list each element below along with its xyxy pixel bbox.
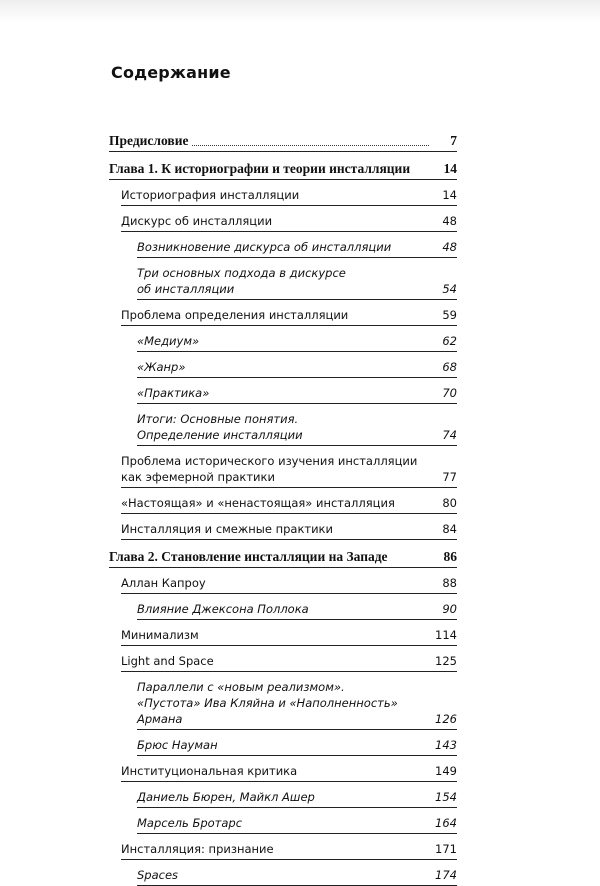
toc-entry[interactable] <box>137 265 457 300</box>
toc-entry-title: Проблема определения инсталляции <box>121 308 349 322</box>
toc-entry-title: Проблема исторического изучения инсталляции <box>121 454 418 468</box>
toc-entry-title: Минимализм <box>121 628 199 642</box>
toc-entry-title: Параллели с «новым реализмом». <box>137 680 345 694</box>
toc-entry[interactable] <box>137 867 457 886</box>
toc-entry[interactable] <box>121 653 457 672</box>
toc-entry-title: «Медиум» <box>137 334 200 348</box>
toc-page-number: 154 <box>435 790 457 804</box>
toc-page-number: 125 <box>435 654 457 668</box>
toc-page-number: 164 <box>435 816 457 830</box>
toc-page-number: 86 <box>443 549 457 564</box>
toc-page-number: 48 <box>442 240 457 254</box>
table-of-contents <box>109 133 457 886</box>
dot-leader <box>192 144 429 146</box>
toc-entry-title: Влияние Джексона Поллока <box>137 602 309 616</box>
toc-entry[interactable] <box>137 385 457 404</box>
toc-entry[interactable] <box>121 495 457 514</box>
toc-entry[interactable] <box>137 815 457 834</box>
contents-heading: Содержание <box>111 63 231 82</box>
toc-entry[interactable] <box>109 133 457 152</box>
toc-entry-title: Историография инсталляции <box>121 188 300 202</box>
toc-page-number: 62 <box>442 334 457 348</box>
toc-entry[interactable] <box>121 575 457 594</box>
toc-page-number: 143 <box>435 738 457 752</box>
toc-page-number: 149 <box>435 764 457 778</box>
toc-page-number: 70 <box>442 386 457 400</box>
toc-entry-title: Аллан Капроу <box>121 576 206 590</box>
toc-entry[interactable] <box>121 453 457 488</box>
toc-entry[interactable] <box>121 627 457 646</box>
toc-page-number: 14 <box>442 188 457 202</box>
toc-page-number: 126 <box>435 712 457 726</box>
toc-page-number: 48 <box>442 214 457 228</box>
toc-page-number: 88 <box>442 576 457 590</box>
toc-entry[interactable] <box>137 411 457 446</box>
toc-entry[interactable] <box>109 161 457 180</box>
toc-entry[interactable] <box>121 187 457 206</box>
toc-page-number: 54 <box>442 282 457 296</box>
toc-page-number: 7 <box>450 133 457 148</box>
toc-page-number: 74 <box>442 428 457 442</box>
toc-entry-title: Глава 1. К историографии и теории инсталляции <box>109 161 411 176</box>
toc-entry-title: Инсталляция: признание <box>121 842 274 856</box>
toc-entry-title: Даниель Бюрен, Майкл Ашер <box>137 790 315 804</box>
toc-entry-title: Дискурс об инсталляции <box>121 214 273 228</box>
toc-page-number: 90 <box>442 602 457 616</box>
toc-entry-title: Брюс Науман <box>137 738 218 752</box>
toc-entry-title: об инсталляции <box>137 282 235 296</box>
toc-entry-title: «Жанр» <box>137 360 186 374</box>
toc-page-number: 174 <box>435 868 457 882</box>
toc-entry[interactable] <box>121 521 457 540</box>
toc-page-number: 77 <box>442 470 457 484</box>
toc-entry[interactable] <box>121 307 457 326</box>
toc-entry-title: Глава 2. Становление инсталляции на Западе <box>109 549 388 564</box>
toc-entry-title: Light and Space <box>121 654 214 668</box>
page-top-edge <box>0 0 600 22</box>
toc-entry[interactable] <box>121 763 457 782</box>
toc-entry[interactable] <box>137 679 457 730</box>
toc-entry[interactable] <box>109 549 457 568</box>
toc-entry-title: «Настоящая» и «ненастоящая» инсталляция <box>121 496 395 510</box>
toc-entry-title: «Пустота» Ива Кляйна и «Наполненность» Армана <box>137 696 398 726</box>
toc-entry[interactable] <box>137 333 457 352</box>
toc-page-number: 59 <box>442 308 457 322</box>
toc-entry[interactable] <box>121 213 457 232</box>
toc-entry-title: Возникновение дискурса об инсталляции <box>137 240 392 254</box>
toc-entry-title: Итоги: Основные понятия. <box>137 412 299 426</box>
toc-entry-title: «Практика» <box>137 386 210 400</box>
toc-entry-title: Spaces <box>137 868 179 882</box>
toc-page-number: 68 <box>442 360 457 374</box>
toc-entry-title: как эфемерной практики <box>121 470 275 484</box>
toc-entry[interactable] <box>137 601 457 620</box>
toc-entry-title: Определение инсталляции <box>137 428 303 442</box>
toc-page-number: 84 <box>442 522 457 536</box>
toc-page-number: 171 <box>435 842 457 856</box>
toc-entry-title: Институциональная критика <box>121 764 298 778</box>
toc-entry[interactable] <box>137 359 457 378</box>
toc-entry-title: Инсталляция и смежные практики <box>121 522 333 536</box>
toc-entry-title: Три основных подхода в дискурсе <box>137 266 346 280</box>
toc-entry[interactable] <box>137 239 457 258</box>
toc-page-number: 80 <box>442 496 457 510</box>
toc-entry[interactable] <box>121 841 457 860</box>
toc-entry-title: Предисловие <box>109 133 189 148</box>
toc-page-number: 14 <box>443 161 457 176</box>
toc-entry[interactable] <box>137 789 457 808</box>
toc-page-number: 114 <box>435 628 457 642</box>
toc-entry-title: Марсель Бротарс <box>137 816 243 830</box>
toc-entry[interactable] <box>137 737 457 756</box>
